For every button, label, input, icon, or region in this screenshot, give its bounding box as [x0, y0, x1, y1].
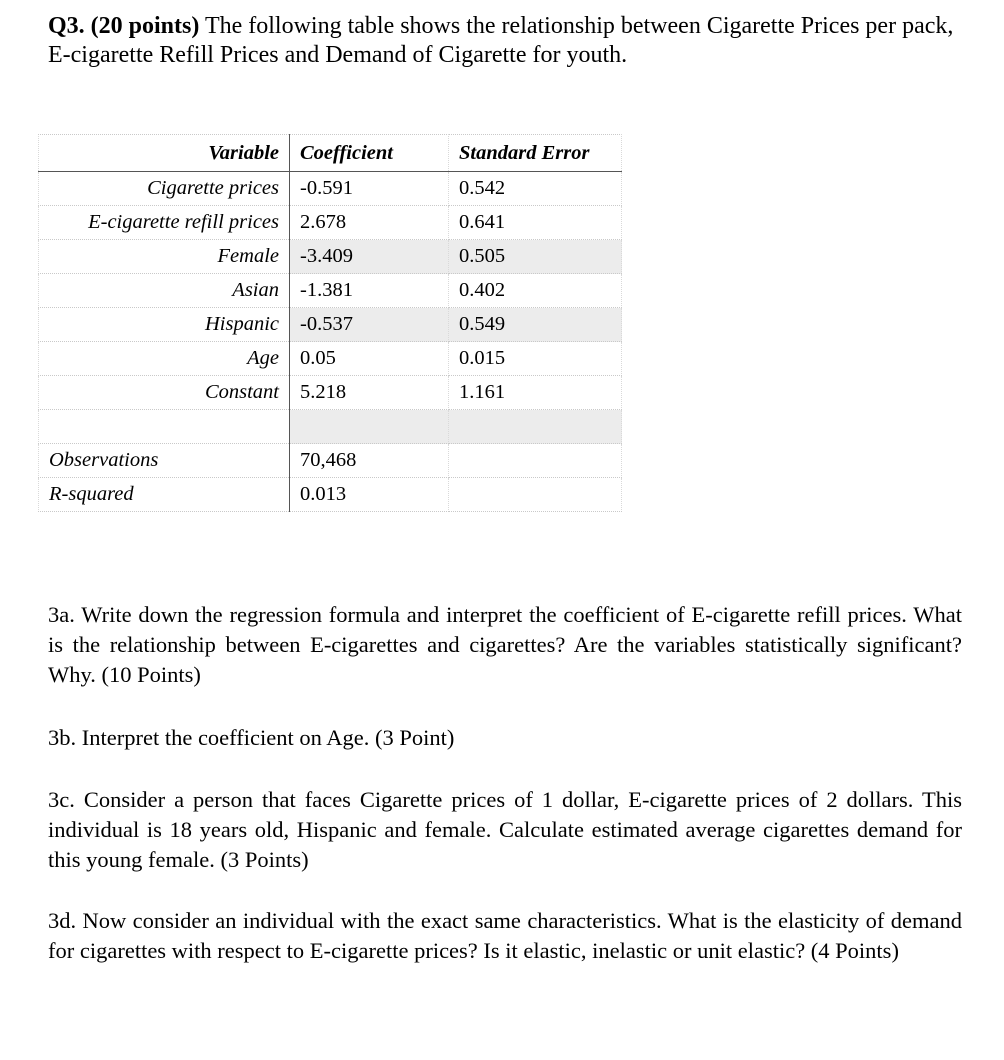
table-row-empty — [39, 410, 622, 444]
row-variable: Constant — [39, 376, 290, 410]
table-row — [39, 206, 622, 240]
question-header — [48, 12, 958, 70]
table-row — [39, 172, 622, 206]
stat-value: 70,468 — [290, 444, 449, 478]
row-standard-error: 0.505 — [449, 240, 622, 274]
row-standard-error: 0.549 — [449, 308, 622, 342]
row-variable: Hispanic — [39, 308, 290, 342]
table-row — [39, 308, 622, 342]
row-coefficient: -1.381 — [290, 274, 449, 308]
table-row — [39, 274, 622, 308]
row-coefficient: -0.591 — [290, 172, 449, 206]
table-header-row — [39, 135, 622, 172]
stats-row — [39, 478, 622, 512]
row-standard-error: 0.542 — [449, 172, 622, 206]
header-standard-error: Standard Error — [449, 135, 622, 172]
table-row — [39, 376, 622, 410]
stat-label: Observations — [39, 444, 290, 478]
row-coefficient: 2.678 — [290, 206, 449, 240]
table-row — [39, 240, 622, 274]
question-number: Q3. (20 points) — [48, 13, 200, 39]
part-3a: 3a. Write down the regression formula and interpret the coefficient of E-cigarette refill prices. What is the relationship between E-cigarettes and cigarettes? Are the variables statistically significant? Why. (10 Points) — [48, 602, 962, 687]
table-row — [39, 342, 622, 376]
row-coefficient: 5.218 — [290, 376, 449, 410]
row-standard-error: 0.402 — [449, 274, 622, 308]
stat-value: 0.013 — [290, 478, 449, 512]
row-variable: E-cigarette refill prices — [39, 206, 290, 240]
row-variable: Asian — [39, 274, 290, 308]
row-coefficient: -3.409 — [290, 240, 449, 274]
header-coefficient: Coefficient — [290, 135, 449, 172]
part-3d: 3d. Now consider an individual with the exact same characteristics. What is the elasticity of demand for cigarettes with respect to E-cigarette prices? Is it elastic, inelastic or unit elastic? (4 Points) — [48, 908, 962, 963]
row-variable: Age — [39, 342, 290, 376]
row-standard-error: 0.015 — [449, 342, 622, 376]
question-text: The following table shows the relationship between Cigarette Prices per pack, E-cigarette Refill Prices and Demand of Cigarette for youth. — [48, 13, 954, 68]
part-3c: 3c. Consider a person that faces Cigarette prices of 1 dollar, E-cigarette prices of 2 dollars. This individual is 18 years old, Hispanic and female. Calculate estimated average cigarettes demand for this young female. (3 Points) — [48, 787, 962, 872]
part-3b: 3b. Interpret the coefficient on Age. (3 Point) — [48, 725, 455, 750]
regression-table — [38, 134, 622, 512]
stat-label: R-squared — [39, 478, 290, 512]
row-coefficient: 0.05 — [290, 342, 449, 376]
row-standard-error: 0.641 — [449, 206, 622, 240]
row-variable: Female — [39, 240, 290, 274]
header-variable: Variable — [39, 135, 290, 172]
row-coefficient: -0.537 — [290, 308, 449, 342]
row-standard-error: 1.161 — [449, 376, 622, 410]
stats-row — [39, 444, 622, 478]
row-variable: Cigarette prices — [39, 172, 290, 206]
